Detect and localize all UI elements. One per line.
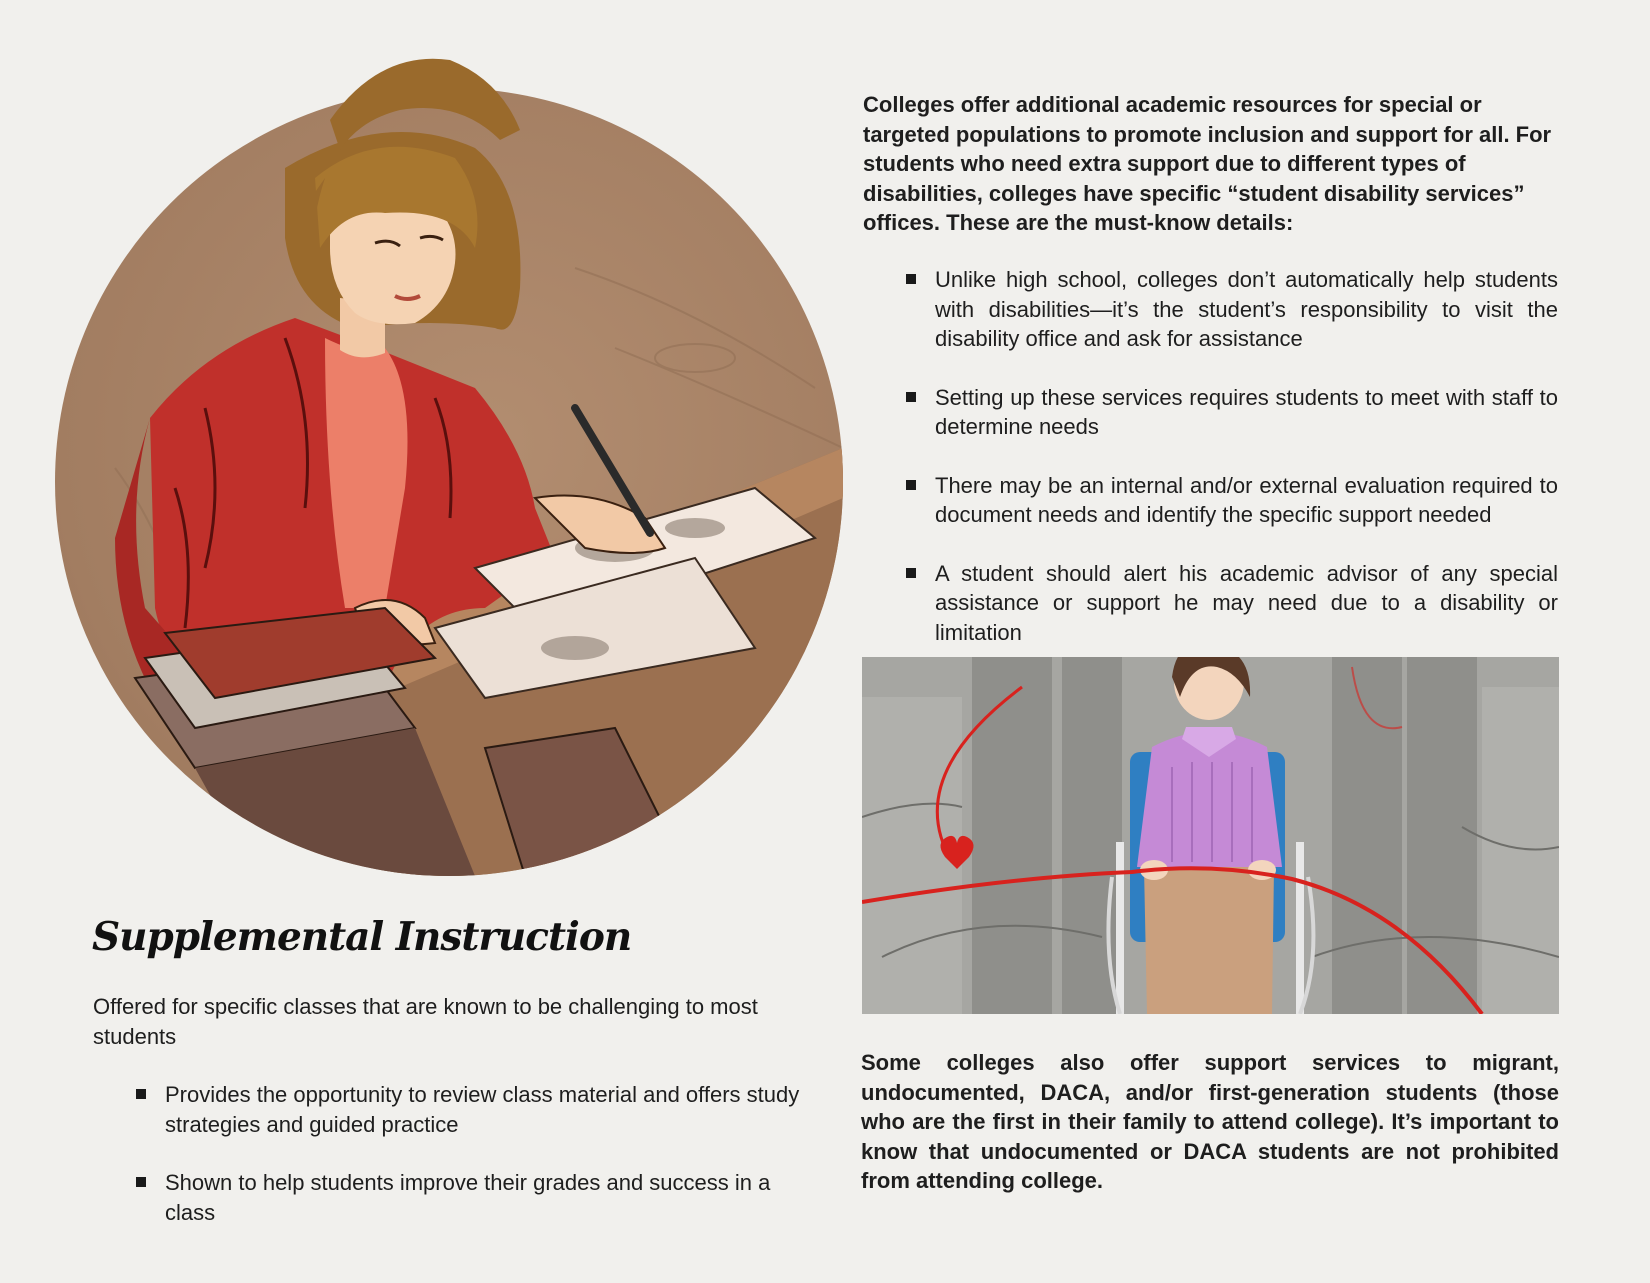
list-item [906, 559, 1558, 648]
list-item [906, 471, 1558, 530]
supplemental-instruction-heading: Supplemental Instruction [92, 914, 632, 960]
wheelchair-student-illustration [862, 657, 1559, 1014]
bullet-square-icon [906, 568, 916, 578]
list-item [136, 1168, 806, 1227]
supplemental-description: Offered for specific classes that are known to be challenging to most students [93, 994, 758, 1049]
supplemental-points-list [136, 1080, 806, 1256]
bullet-square-icon [906, 392, 916, 402]
bullet-square-icon [136, 1089, 146, 1099]
list-item [906, 265, 1558, 354]
bullet-square-icon [906, 480, 916, 490]
list-item-text: Unlike high school, colleges don’t automatically help students with disabilities—it’s the student’s responsibility to visit the disability office and ask for assistance [935, 267, 1558, 351]
list-item [906, 383, 1558, 442]
bullet-square-icon [906, 274, 916, 284]
list-item-text: There may be an internal and/or external evaluation required to document needs and identify the specific support needed [935, 472, 1558, 527]
bullet-square-icon [136, 1177, 146, 1187]
list-item-text: A student should alert his academic advisor of any special assistance or support he may need due to a disability or limitation [935, 560, 1558, 645]
support-services-paragraph: Some colleges also offer support services to migrant, undocumented, DACA, and/or first-generation students (those who are the first in their family to attend college). It’s important to know that undocumented or DACA students are not prohibited from attending college. [861, 1050, 1559, 1193]
disability-details-list [906, 265, 1558, 676]
list-item-text: Shown to help students improve their grades and success in a class [165, 1170, 771, 1225]
list-item-text: Provides the opportunity to review class material and offers study strategies and guided practice [165, 1082, 800, 1137]
woman-writing-illustration [55, 88, 843, 876]
list-item [136, 1080, 806, 1139]
list-item-text: Setting up these services requires students to meet with staff to determine needs [935, 384, 1558, 439]
disability-services-intro: Colleges offer additional academic resources for special or targeted populations to promote inclusion and support for all. For students who need extra support due to different types of disabilities, colleges have specific “student disability services” offices. These are the must-know details: [863, 92, 1552, 235]
